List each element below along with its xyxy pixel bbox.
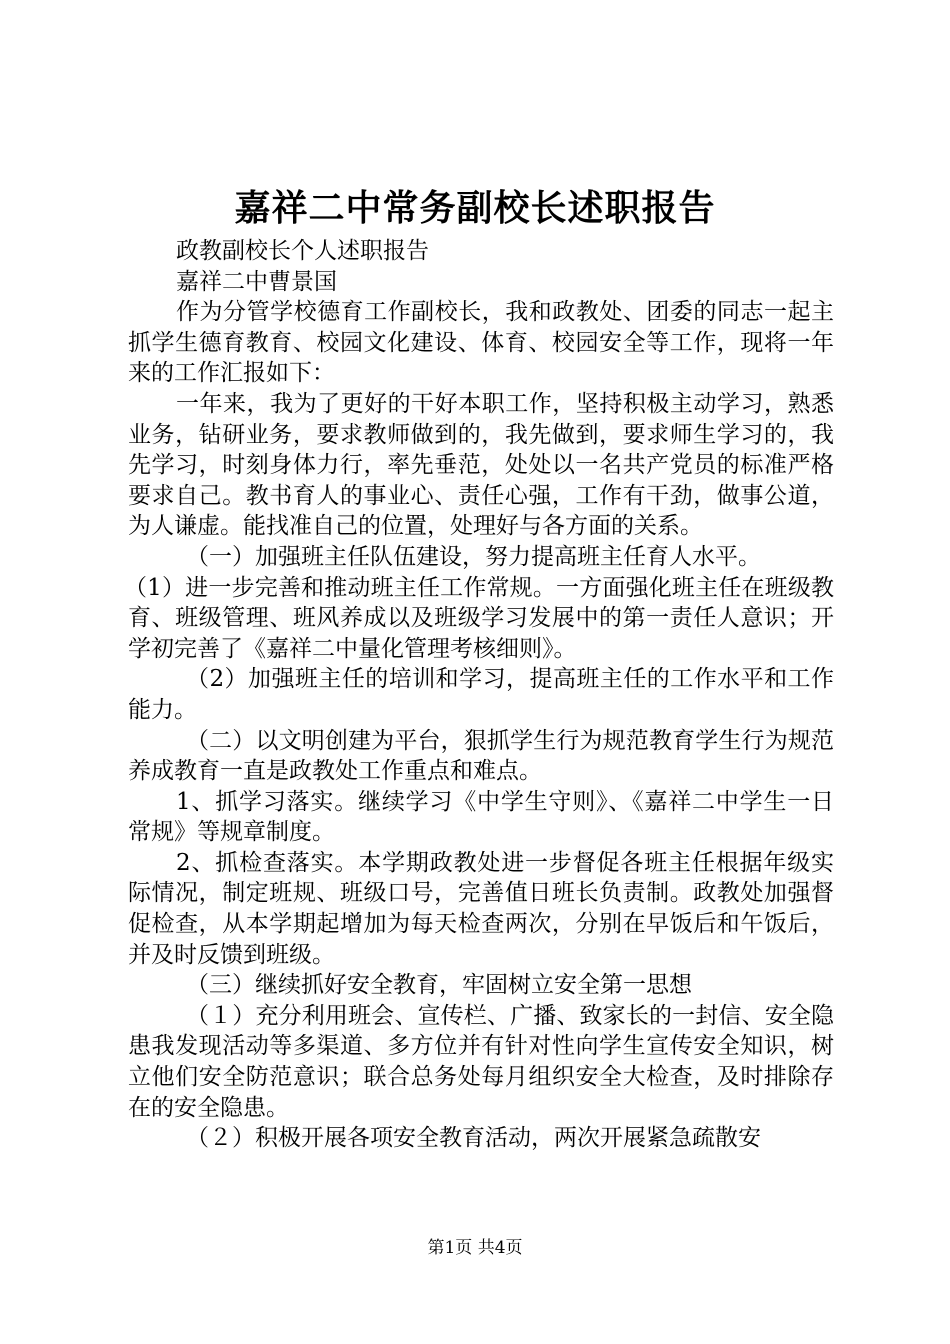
paragraph: 2、抓检查落实。本学期政教处进一步督促各班主任根据年级实际情况，制定班规、班级口号，完善值日班长负责制。政教处加强督促检查，从本学期起增加为每天检查两次，分别在早饭后和午饭后，并及时反馈到班级。 <box>128 849 834 968</box>
section-heading: （一）加强班主任队伍建设，努力提高班主任育人水平。 <box>186 543 761 570</box>
author-line: 嘉祥二中曹景国 <box>176 268 337 295</box>
page-title: 嘉祥二中常务副校长述职报告 <box>234 187 716 229</box>
document-body <box>124 236 834 1154</box>
subtitle-line: 政教副校长个人述职报告 <box>176 238 429 264</box>
section-heading: （三）继续抓好安全教育，牢固树立安全第一思想 <box>186 972 692 999</box>
page-footer: 第1页 共4页 <box>427 1238 523 1258</box>
paragraph: 一年来，我为了更好的干好本职工作，坚持积极主动学习，熟悉业务，钻研业务，要求教师做到的，我先做到，要求师生学习的，我先学习，时刻身体力行，率先垂范，处处以一名共产党员的标准严格要求自己。教书育人的事业心、责任心强，工作有干劲，做事公道，为人谦虚。能找准自己的位置，处理好与各方面的关系。 <box>128 390 834 540</box>
paragraph: （1）进一步完善和推动班主任工作常规。一方面强化班主任在班级教育、班级管理、班风养成以及班级学习发展中的第一责任人意识；开学初完善了《嘉祥二中量化管理考核细则》。 <box>124 574 834 662</box>
paragraph: 作为分管学校德育工作副校长，我和政教处、团委的同志一起主抓学生德育教育、校园文化建设、体育、校园安全等工作，现将一年来的工作汇报如下： <box>128 299 834 387</box>
paragraph: （２）积极开展各项安全教育活动，两次开展紧急疏散安 <box>186 1125 761 1152</box>
paragraph: （１）充分利用班会、宣传栏、广播、致家长的一封信、安全隐患我发现活动等多渠道、多方位并有针对性向学生宣传安全知识，树立他们安全防范意识；联合总务处每月组织安全大检查，及时排除存在的安全隐患。 <box>128 1002 834 1121</box>
paragraph: （2）加强班主任的培训和学习，提高班主任的工作水平和工作能力。 <box>128 666 834 723</box>
section-heading: （二）以文明创建为平台，狠抓学生行为规范教育学生行为规范养成教育一直是政教处工作重点和难点。 <box>128 727 834 785</box>
paragraph: 1、抓学习落实。继续学习《中学生守则》、《嘉祥二中学生一日常规》等规章制度。 <box>128 788 834 846</box>
